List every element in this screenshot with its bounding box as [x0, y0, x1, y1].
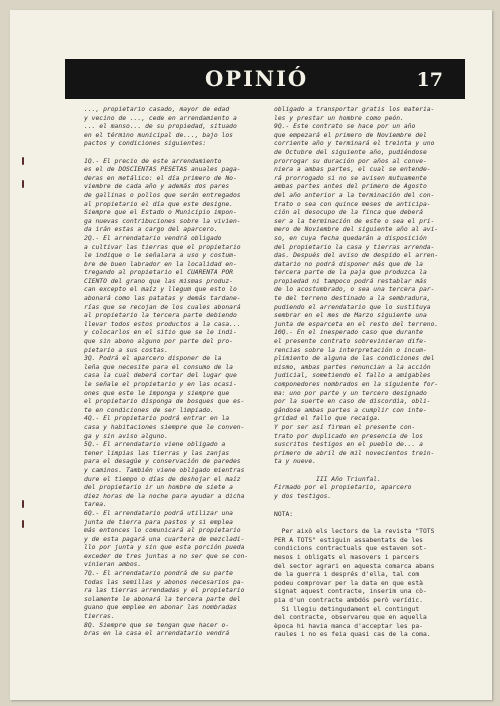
- text-line: 2Q.- El arrendatario vendrá obligado: [84, 234, 222, 242]
- text-line: tierras.: [84, 613, 115, 621]
- text-line: pia d'un contracte ambdós però verídic.: [274, 596, 423, 604]
- text-line: dure el tiempo o días de deshojar el maíz: [84, 475, 241, 483]
- text-line: datario no podrá disponer más que de la: [274, 260, 423, 268]
- text-line: 6Q.- El arrendatario podrá utilizar una: [84, 509, 233, 517]
- text-line: abonará como las patatas y demás tardane-: [84, 295, 241, 303]
- binding-mark: [22, 520, 24, 528]
- text-line: ga nuevas contribuciones sobre la vivien-: [84, 217, 241, 225]
- text-line: guano que emplee en abonar las nombradas: [84, 604, 237, 612]
- text-line: 3Q. Podrá el aparcero disponer de la: [84, 355, 222, 363]
- text-line: solamente le abonará la tercera parte del: [84, 595, 241, 603]
- text-line: ser a la terminación de este o sea el pri-: [274, 217, 435, 225]
- text-line: primero de abril de mil novecientos trein-: [274, 449, 435, 457]
- text-line: del año anterior a la terminación del con-: [274, 191, 435, 199]
- text-line: le señale el propietario y en las ocasi-: [84, 381, 237, 388]
- text-line: te en condiciones de ser limpiado.: [84, 406, 214, 414]
- text-line: casa la cual deberá cortar del lugar que: [84, 372, 237, 380]
- text-line: PER A TOTS" estiguin assabentats de les: [274, 536, 423, 544]
- text-line: gridad el fallo que recaiga.: [274, 415, 381, 423]
- section-title: OPINIÓ: [205, 66, 309, 91]
- text-line: llo por junta y sin que esta porción pueda: [84, 544, 245, 552]
- text-line: todas las semillas y abonos necesarios pa-: [84, 578, 245, 586]
- contract-text-right-column: [274, 106, 482, 501]
- text-line: obligado a transportar gratis los materia-: [274, 106, 435, 113]
- text-line: el presente contrato sobrevinieran dife-: [274, 338, 427, 346]
- binding-mark: [22, 180, 24, 188]
- text-line: y vecino de ..., cede en arrendamiento a: [84, 114, 237, 122]
- text-line: 1Q.- El precio de este arrendamiento: [84, 157, 222, 165]
- text-line: propiedad ni tampoco podrá restablar más: [274, 277, 427, 285]
- text-line: diez horas de la noche para ayudar a dicha: [84, 492, 245, 500]
- text-line: ambas partes antes del primero de Agosto: [274, 183, 427, 191]
- text-line: Si llegiu detingudament el contingut: [274, 605, 420, 613]
- text-line: deras en metálico: el día primero de No-: [84, 174, 237, 182]
- text-line: llevar todos estos productos a la casa...: [84, 320, 241, 328]
- text-line: NOTA:: [274, 511, 294, 518]
- text-line: signat aquest contracte, inserim una cò-: [274, 588, 427, 596]
- text-line: 9Q.- Este contrato se hace por un año: [274, 123, 416, 131]
- text-line: 4Q.- El propietario podrá entrar en la: [84, 415, 230, 423]
- text-line: que sin abono alguno por parte del pro-: [84, 338, 233, 346]
- page-number: 17: [416, 69, 443, 91]
- text-line: ones que este le imponga y siempre que: [84, 389, 230, 397]
- text-line: pactos y condiciones siguientes:: [84, 140, 207, 148]
- text-line: y caminos. También viene obligado mientras: [84, 466, 245, 474]
- text-line: pudiendo el arrendatario que lo sustituya: [274, 303, 431, 311]
- text-line: al propietario el día que este designe.: [84, 200, 233, 208]
- text-line: exceder de tres juntas a no ser que se con-: [84, 552, 249, 560]
- text-line: mismo, ambas partes renuncian a la acción: [274, 363, 431, 371]
- editorial-note: [274, 511, 482, 640]
- text-line: es el de DOSCIENTAS PESETAS anuales paga-: [84, 166, 241, 174]
- text-line: de gallinas o pollos que serán entregados: [84, 191, 241, 199]
- text-line: y de esta pagará una cuartera de mezcladi-: [84, 535, 245, 543]
- text-line: 7Q.- El arrendatario pondrá de su parte: [84, 570, 233, 578]
- text-line: plimiento de alguna de las condiciones del: [274, 355, 435, 363]
- text-line: 8Q. Siempre que se tengan que hacer o-: [84, 621, 230, 629]
- text-line: sembrar en el mes de Marzo siguiente una: [274, 312, 427, 320]
- text-line: Siempre que el Estado o Municipio impon-: [84, 209, 237, 217]
- text-line: podeu comprovar per la data en que està: [274, 579, 423, 587]
- text-line: de lo acostumbrado, o sea una tercera par-: [274, 286, 435, 294]
- text-line: rencias sobre la interpretación o incum-: [274, 346, 427, 354]
- text-line: època hi havia manca d'acceptar les pa-: [274, 622, 423, 630]
- text-line: da irán estas a cargo del aparcero.: [84, 226, 218, 234]
- text-line: bras en la casa el arrendatario vendrá: [84, 630, 230, 638]
- text-line: tarea.: [84, 501, 107, 509]
- text-line: [274, 467, 482, 476]
- binding-mark: [22, 500, 24, 508]
- text-line: junta de tierra para pastos y si emplea: [84, 518, 233, 526]
- text-line: más entonces lo comunicará al propietario: [84, 527, 241, 535]
- text-line: ta y nueve.: [274, 458, 317, 466]
- text-line: bre de buen labrador en la localidad en-: [84, 260, 237, 268]
- text-line: condicions contractuals que estaven sot-: [274, 545, 427, 553]
- text-line: leña que necesite para el consumo de la: [84, 363, 233, 371]
- text-line: a cultivar las tierras que el propietario: [84, 243, 241, 251]
- text-line: y dos testigos.: [274, 492, 332, 500]
- text-line: viembre de cada año y además dos pares: [84, 183, 230, 191]
- text-line: CIENTO del grano que las mismas produz-: [84, 277, 233, 285]
- text-line: ción al desocupo de la finca que deberá: [274, 209, 423, 217]
- text-line: judicial, sometiendo el fallo a amigables: [274, 372, 431, 380]
- text-line: le indique o le señalara a uso y costum-: [84, 252, 237, 260]
- text-line: y colocarlos en el sitio que se le indi-: [84, 329, 237, 337]
- text-line: prorrogar su duración por años al conve-: [274, 157, 427, 165]
- text-line: ga y sin aviso alguno.: [84, 432, 169, 440]
- text-line: para el desagüe y conservación de paredes: [84, 458, 241, 466]
- text-line: so, en cuya fecha quedarán a disposición: [274, 234, 427, 242]
- text-line: Y por ser así firman el presente con-: [274, 423, 416, 431]
- text-line: en el término municipal de..., bajo los: [84, 131, 233, 139]
- binding-mark: [22, 157, 24, 165]
- text-line: ra las tierras arrendadas y el propietario: [84, 587, 245, 595]
- text-line: pietario a sus costas.: [84, 346, 169, 354]
- text-line: tener limpias las tierras y las zanjas: [84, 449, 230, 457]
- text-line: del propietario la casa y tierras arrenda-: [274, 243, 435, 251]
- text-line: gándose ambas partes a cumplir con inte-: [274, 406, 427, 414]
- text-line: tregando al propietario el CUARENTA POR: [84, 269, 233, 277]
- text-line: can excepto el maíz y llegum que esto lo: [84, 286, 237, 294]
- text-line: el propietario disponga de bosques que es-: [84, 398, 245, 406]
- text-line: [84, 149, 269, 158]
- text-line: das. Después del aviso de despido el arren-: [274, 252, 439, 260]
- section-header-bar: [65, 59, 465, 99]
- text-line: mero de Noviembre del siguiente año al avi-: [274, 226, 439, 234]
- text-line: ma: uno por parte y un tercero designado: [274, 389, 427, 397]
- text-line: de Octubre del siguiente año, pudiéndose: [274, 148, 427, 156]
- text-line: del sector agrari en aquesta comarca abans: [274, 562, 435, 570]
- text-line: casa y habitaciones siempre que le conven-: [84, 423, 245, 431]
- text-line: tercera parte de la paja que produzca la: [274, 269, 427, 277]
- text-line: rá prorrogado si no se avisen mutuamente: [274, 174, 427, 182]
- text-line: les y prestar un hombre como peón.: [274, 114, 404, 122]
- text-line: ... el manso... de su propiedad, situado: [84, 123, 237, 131]
- text-line: que empezará el primero de Noviembre del: [274, 131, 427, 139]
- text-line: trato o sea con quince meses de anticipa-: [274, 200, 431, 208]
- text-line: Per això els lectors de la revista "TOTS: [274, 528, 435, 536]
- text-line: trato por duplicado en presencia de los: [274, 432, 423, 440]
- text-line: Firmado por el propietario, aparcero: [274, 484, 412, 492]
- text-line: niera a ambas partes, el cual se entende-: [274, 166, 431, 174]
- magazine-page: [10, 10, 492, 700]
- text-line: ..., propietario casado, mayor de edad: [84, 106, 230, 113]
- text-line: raules i no es feia quasi cas de la coma.: [274, 631, 431, 639]
- text-line: te del terreno destinado a la sembradura,: [274, 295, 431, 303]
- text-line: III Año Triunfal.: [274, 475, 381, 483]
- text-line: suscritos testigos en el pueblo de... a: [274, 441, 423, 449]
- text-line: 5Q.- El arrendatario viene obligado a: [84, 441, 226, 449]
- text-line: de la guerra i després d'ella, tal com: [274, 571, 420, 579]
- text-line: del contracte, observareu que en aquella: [274, 614, 427, 622]
- text-line: por la suerte en caso de discordia, obli-: [274, 398, 431, 406]
- text-line: [274, 520, 482, 529]
- text-line: corriente año y terminará el treinta y uno: [274, 140, 435, 148]
- text-line: rías que se recojan de los cuales abonará: [84, 303, 241, 311]
- text-line: componedores nombrados en la siguiente for-: [274, 381, 439, 388]
- text-line: 10Q.- En el inesperado caso que durante: [274, 329, 423, 337]
- text-line: mesos i obligats el masovers i parcers: [274, 553, 420, 561]
- text-line: al propietario la tercera parte debiendo: [84, 312, 237, 320]
- text-line: vinieran ambos.: [84, 561, 142, 569]
- contract-text-left-column: [84, 106, 269, 639]
- text-line: del propietario ir un hombre de siete a: [84, 484, 233, 492]
- text-line: junta de esparceta en el resto del terreno.: [274, 320, 439, 328]
